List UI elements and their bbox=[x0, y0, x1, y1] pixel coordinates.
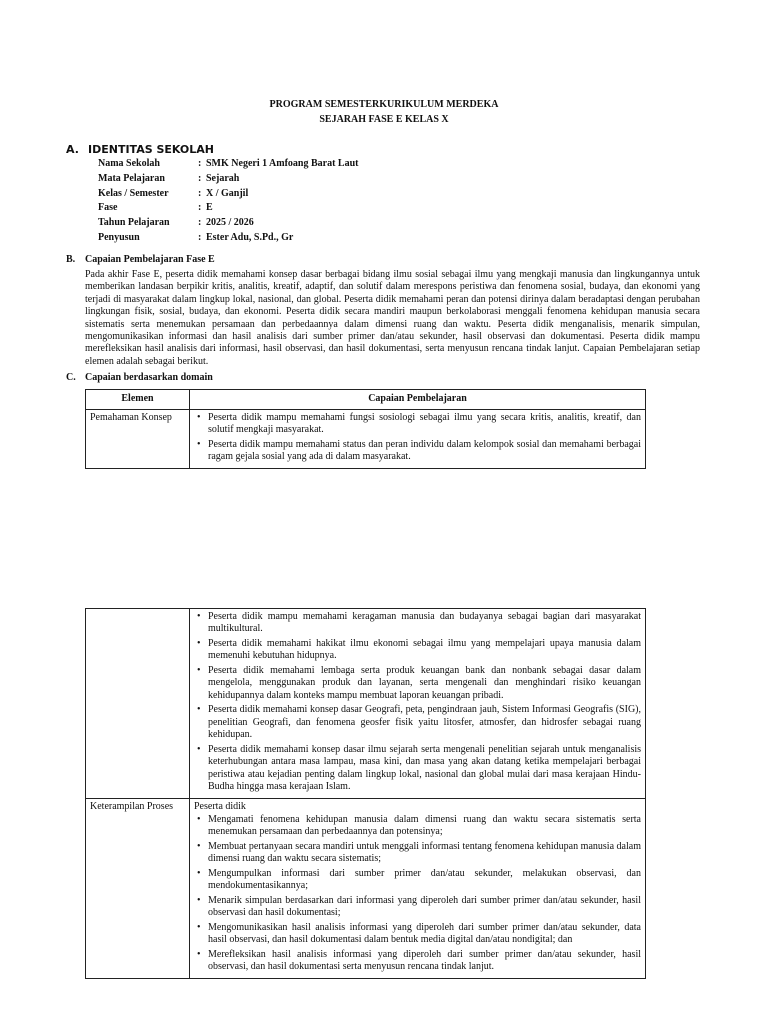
section-b-paragraph: Pada akhir Fase E, peserta didik memahami konsep dasar berbagai bidang ilmu sosial sebagai ilmu yang mengkaji manusia dan lingkungannya untuk memberikan landasan berpikir kritis, analitis, kreatif, adaptif, dan solutif dalam merespons peristiwa dan fenomena sosial, budaya, dan ekonomi yang terjadi di masyarakat dalam lingkup lokal, nasional, dan global. Peserta didik memahami peran dan potensi dirinya dalam beradaptasi dengan perubahan lingkungan fisik, sosial, budaya, dan ekonomi. Peserta didik secara mandiri maupun berkolaborasi menggali fenomena kehidupan manusia secara sistematis serta menemukan persamaan dan perbedaannya dalam dimensi ruang dan waktu. Peserta didik menganalisis, menarik simpulan, mengomunikasikan informasi dan hasil analisis dari sumber primer dan/atau sekunder, hasil observasi dan dokumentasi. Peserta didik mampu merefleksikan hasil analisis dari informasi, hasil observasi, dan hasil dokumentasi, serta menyusun rencana tindak lanjut. Capaian Pembelajaran setiap elemen adalah sebagai berikut. bbox=[85, 269, 700, 367]
document-subtitle: SEJARAH FASE E KELAS X bbox=[319, 114, 449, 125]
identity-value: Ester Adu, S.Pd., Gr bbox=[206, 231, 294, 243]
list-item: • Peserta didik memahami hakikat ilmu ekonomi sebagai ilmu yang mempelajari upaya manusia dalam memenuhi kebutuhan hidupnya. bbox=[194, 638, 641, 663]
capaian-list bbox=[194, 611, 641, 793]
identity-colon: : bbox=[198, 231, 202, 243]
section-b-heading bbox=[66, 254, 215, 267]
identity-row bbox=[98, 231, 359, 246]
section-b-title: Capaian Pembelajaran Fase E bbox=[85, 254, 215, 265]
capaian-cell bbox=[190, 409, 646, 468]
section-a-heading bbox=[66, 144, 214, 157]
identity-colon: : bbox=[198, 172, 202, 184]
identity-colon: : bbox=[198, 187, 202, 199]
capaian-list bbox=[194, 412, 641, 464]
section-c-number: C. bbox=[66, 372, 76, 383]
list-item: • Peserta didik memahami konsep dasar Geografi, peta, pengindraan jauh, Sistem Informasi Geografis (SIG), penelitian Geografi, dan fenomena geosfer fisik yaitu litosfer, atmosfer, dan hidrosfer sebagai ruang kehidupan. bbox=[194, 704, 641, 741]
list-item: • Peserta didik mampu memahami status dan peran individu dalam kelompok sosial dan memahami berbagai ragam gejala sosial yang ada di dalam masyarakat. bbox=[194, 439, 641, 464]
identity-label: Penyusun bbox=[98, 231, 140, 243]
header-capaian: Capaian Pembelajaran bbox=[190, 390, 646, 410]
list-item: • Mengamati fenomena kehidupan manusia dalam dimensi ruang dan waktu secara sistematis serta menemukan persamaan dan perbedaannya dan potensinya; bbox=[194, 814, 641, 839]
identity-value: 2025 / 2026 bbox=[206, 217, 254, 229]
list-item: • Mengomunikasikan hasil analisis informasi yang diperoleh dari sumber primer dan/atau sekunder, data hasil observasi, dan hasil dokumentasi dalam bentuk media digital dan/atau nondigital; dan bbox=[194, 922, 641, 947]
document-title: PROGRAM SEMESTERKURIKULUM MERDEKA bbox=[269, 99, 499, 110]
identity-row bbox=[98, 216, 359, 231]
list-item: • Menarik simpulan berdasarkan dari informasi yang diperoleh dari sumber primer dan/atau sekunder, hasil observasi dan hasil dokumentasi; bbox=[194, 895, 641, 920]
list-item: • Merefleksikan hasil analisis informasi yang diperoleh dari sumber primer dan/atau sekunder, hasil observasi, dan hasil dokumentasi serta menyusun rencana tindak lanjut. bbox=[194, 949, 641, 974]
identity-colon: : bbox=[198, 217, 202, 229]
elemen-cell: Pemahaman Konsep bbox=[86, 409, 190, 468]
identity-label: Fase bbox=[98, 202, 118, 214]
identity-colon: : bbox=[198, 158, 202, 169]
list-item: • Mengumpulkan informasi dari sumber primer dan/atau sekunder, melakukan observasi, dan mendokumentasikannya; bbox=[194, 868, 641, 893]
cell-intro: Peserta didik bbox=[194, 800, 246, 812]
identity-value: Sejarah bbox=[206, 172, 240, 184]
identity-value: SMK Negeri 1 Amfoang Barat Laut bbox=[206, 158, 359, 169]
section-c-title: Capaian berdasarkan domain bbox=[85, 372, 213, 383]
table-row bbox=[86, 409, 646, 468]
list-item: • Peserta didik mampu memahami keragaman manusia dan budayanya sebagai bagian dari masyarakat multikultural. bbox=[194, 611, 641, 636]
identity-list bbox=[98, 157, 359, 246]
identity-value: X / Ganjil bbox=[206, 187, 249, 199]
section-a-number: A. bbox=[66, 143, 79, 156]
elemen-cell bbox=[86, 609, 190, 799]
identity-label: Mata Pelajaran bbox=[98, 172, 165, 184]
section-b-number: B. bbox=[66, 254, 76, 265]
list-item: • Peserta didik memahami konsep dasar ilmu sejarah serta mengenali penelitian sejarah untuk menganalisis keterhubungan antara masa lampau, masa kini, dan masa yang akan datang ketika mempelajari berbagai peristiwa atau kejadian penting dalam lingkup lokal, nasional dan global mulai dari masa kerajaan Hindu-Budha hingga masa kerajaan Islam. bbox=[194, 744, 641, 794]
capaian-table bbox=[85, 389, 646, 469]
table-header-row bbox=[86, 390, 646, 410]
identity-row bbox=[98, 201, 359, 216]
identity-value: E bbox=[206, 202, 213, 214]
list-item: • Peserta didik mampu memahami fungsi sosiologi sebagai ilmu yang secara kritis, analitis, kreatif, dan solutif mengkaji masyarakat. bbox=[194, 412, 641, 437]
identity-label: Kelas / Semester bbox=[98, 187, 169, 199]
identity-row bbox=[98, 157, 359, 172]
identity-row bbox=[98, 187, 359, 202]
list-item: • Membuat pertanyaan secara mandiri untuk menggali informasi tentang fenomena kehidupan manusia dalam dimensi ruang dan waktu secara sistematis; bbox=[194, 841, 641, 866]
list-item: • Peserta didik memahami lembaga serta produk keuangan bank dan nonbank sebagai dasar dalam mengelola, menggunakan produk dan layanan, serta mengenali dan menghindari risiko keuangan kehidupannya dalam konteks mampu membuat laporan keuangan pribadi. bbox=[194, 665, 641, 702]
identity-row bbox=[98, 172, 359, 187]
header-elemen: Elemen bbox=[86, 390, 190, 410]
capaian-list bbox=[194, 814, 641, 974]
identity-label: Tahun Pelajaran bbox=[98, 217, 170, 229]
identity-label: Nama Sekolah bbox=[98, 158, 160, 169]
capaian-cell bbox=[190, 798, 646, 978]
identity-colon: : bbox=[198, 202, 202, 214]
section-c-heading bbox=[66, 372, 213, 385]
section-a-title: IDENTITAS SEKOLAH bbox=[88, 143, 215, 156]
elemen-cell: Keterampilan Proses bbox=[86, 798, 190, 978]
table-row bbox=[86, 798, 646, 978]
capaian-cell bbox=[190, 609, 646, 799]
table-row bbox=[86, 609, 646, 799]
capaian-table-continued bbox=[85, 608, 646, 979]
